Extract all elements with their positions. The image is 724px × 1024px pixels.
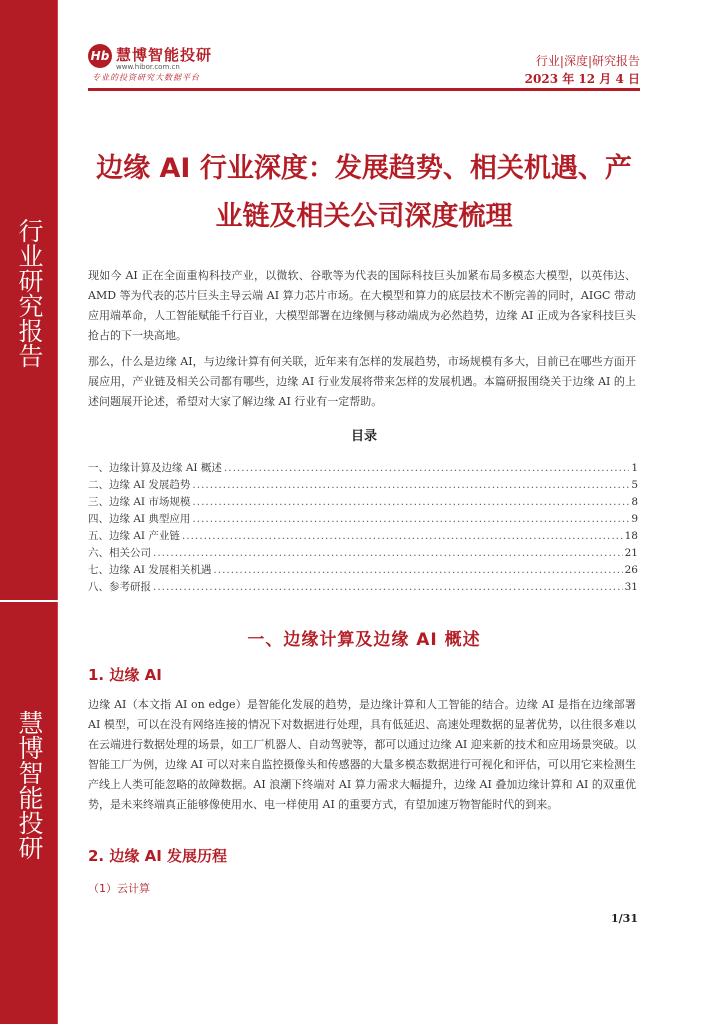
toc-item-page: 18 <box>624 530 638 542</box>
toc-item-page: 21 <box>624 547 638 559</box>
page-title: 边缘 AI 行业深度：发展趋势、相关机遇、产业链及相关公司深度梳理 <box>96 153 632 232</box>
sidebar <box>0 0 58 1024</box>
toc-item-page: 1 <box>631 462 638 474</box>
logo-url: www.hibor.com.cn <box>116 63 180 71</box>
toc-item[interactable] <box>88 460 638 477</box>
toc-item-label: 一、边缘计算及边缘 AI 概述 <box>88 462 222 474</box>
toc-item[interactable] <box>88 579 638 596</box>
toc-item-page: 31 <box>624 581 638 593</box>
toc-item-label: 三、边缘 AI 市场规模 <box>88 496 191 508</box>
toc-item-page: 5 <box>631 479 638 491</box>
toc-item[interactable] <box>88 494 638 511</box>
toc-item[interactable] <box>88 545 638 562</box>
toc-item-label: 二、边缘 AI 发展趋势 <box>88 479 191 491</box>
toc-item-page: 26 <box>624 564 638 576</box>
toc-item[interactable] <box>88 477 638 494</box>
toc-item[interactable] <box>88 528 638 545</box>
section-heading: 一、边缘计算及边缘 AI 概述 <box>247 630 481 650</box>
logo-slogan: 专业的投资研究大数据平台 <box>92 73 200 82</box>
toc-item-label: 六、相关公司 <box>88 547 151 559</box>
subsection-heading-2: 2. 边缘 AI 发展历程 <box>88 847 227 865</box>
toc-item-page: 9 <box>631 513 638 525</box>
sidebar-bottom-text: 慧博智能投研 <box>15 710 44 860</box>
toc-item[interactable] <box>88 562 638 579</box>
toc-item-page: 8 <box>631 496 638 508</box>
toc-item-label: 五、边缘 AI 产业链 <box>88 530 180 542</box>
page-number: 1/31 <box>611 912 638 925</box>
logo-name: 慧博智能投研 <box>116 46 213 64</box>
toc-item-label: 八、参考研报 <box>88 581 151 593</box>
subsection-heading-1: 1. 边缘 AI <box>88 666 162 684</box>
toc-item-label: 七、边缘 AI 发展相关机遇 <box>88 564 212 576</box>
section-paragraph: 边缘 AI（本文指 AI on edge）是智能化发展的趋势，是边缘计算和人工智能的结合。边缘 AI 是指在边缘部署 AI 模型，可以在没有网络连接的情况下对数据进行处理，具有低延迟、高速处理数据的显著优势，以往很多难以在云端进行数据处理的场景，如工厂机器人、自动驾驶等，都可以通过边缘 AI 迎来新的技术和应用场景突破。以智能工厂为例，边缘 AI 可以对来自监控摄像头和传感器的大量多模态数据进行可视化和评估，可以用它来检测生产线上人类可能忽略的故障数据。AI 浪潮下终端对 AI 算力需求大幅提升，边缘 AI 叠加边缘计算和 AI 的双重优势，是未来终端真正能够像使用水、电一样使用 AI 的重要方式，有望加速万物智能时代的到来。 <box>88 698 636 811</box>
sidebar-top-text: 行业研究报告 <box>15 218 44 368</box>
toc-title: 目录 <box>350 429 377 444</box>
intro-paragraph-1: 现如今 AI 正在全面重构科技产业，以微软、谷歌等为代表的国际科技巨头加紧布局多模态大模型，以英伟达、AMD 等为代表的芯片巨头主导云端 AI 算力芯片市场。在大模型和算力的底层技术不断完善的同时，AIGC 带动应用端革命，人工智能赋能千行百业，大模型部署在边缘侧与移动端成为必然趋势，边缘 AI 正成为各家科技巨头抢占的下一块高地。 <box>88 269 636 342</box>
sidebar-edge <box>57 0 58 1024</box>
header-divider <box>88 88 640 91</box>
subsection-heading-3: （1）云计算 <box>88 882 150 895</box>
toc-item[interactable] <box>88 511 638 528</box>
toc-item-label: 四、边缘 AI 典型应用 <box>88 513 191 525</box>
report-type: 行业|深度|研究报告 <box>535 54 640 68</box>
logo-icon: Hb <box>88 44 112 68</box>
report-date: 2023 年 12 月 4 日 <box>524 72 640 86</box>
intro-paragraph-2: 那么，什么是边缘 AI，与边缘计算有何关联，近年来有怎样的发展趋势，市场规模有多大，目前已在哪些方面开展应用，产业链及相关公司都有哪些，边缘 AI 行业发展将带来怎样的发展机遇。本篇研报围绕关于边缘 AI 的上述问题展开论述，希望对大家了解边缘 AI 行业有一定帮助。 <box>88 355 636 408</box>
sidebar-divider <box>0 600 58 602</box>
table-of-contents <box>88 460 638 596</box>
logo[interactable] <box>88 42 258 86</box>
